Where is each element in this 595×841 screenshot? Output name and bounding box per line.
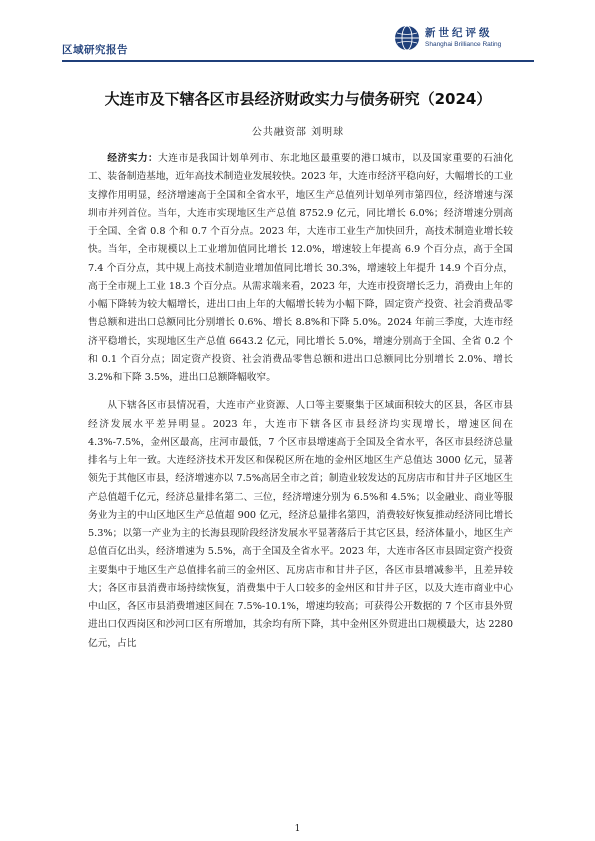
logo-chinese-text: 新世纪评级 [425,27,493,39]
brand-logo [394,24,534,54]
document-body [88,150,513,653]
paragraph-text: 大连市是我国计划单列市、东北地区最重要的港口城市，以及国家重要的石油化工、装备制造基地，近年高技术制造业发展较快。2023 年，大连市经济平稳向好，大幅增长的工业支撑作用明显，经济增速高于全国和全省水平，地区生产总值列计划单列市第四位，经济增速与深圳市并列首位。当年，大连市实现地区生产总值 8752.9 亿元，同比增长 6.0%；经济增速分别高于全国、全省 0.8 个和 0.7 个百分点。2023 年，大连市工业生产加快回升，高技术制造业增长较快。当年，全市规模以上工业增加值同比增长 12.0%，增速较上年提高 6.9 个百分点，高于全国 7.4 个百分点，其中规上高技术制造业增加值同比增长 30.3%，增速较上年提升 14.9 个百分点，高于全市规上工业 18.3 个百分点。从需求端来看，2023 年，大连市投资增长乏力，消费由上年的小幅下降转为较大幅增长，进出口由上年的大幅增长转为小幅下降，固定资产投资、社会消费品零售总额和进出口总额同比分别增长 0.6%、增长 8.8%和下降 5.0%。2024 年前三季度，大连市经济平稳增长，实现地区生产总值 6643.2 亿元，同比增长 5.0%，增速分别高于全国、全省 0.2 个和 0.1 个百分点；固定资产投资、社会消费品零售总额和进出口总额同比分别增长 2.0%、增长 3.2%和下降 3.5%，进出口总额降幅收窄。 [88,153,514,383]
authors-line: 公共融资部 刘明球 [251,127,345,138]
document-title: 大连市及下辖各区市县经济财政实力与债务研究（2024） [104,90,492,108]
paragraph-district-overview [88,397,513,653]
section-title: 区域研究报告 [62,44,128,56]
logo-english-text: Shanghai Brilliance Rating [425,41,502,48]
globe-logo-icon [394,25,420,51]
page-number: 1 [294,824,301,834]
paragraph-lead: 经济实力： [107,153,159,164]
paragraph-text: 从下辖各区市县情况看，大连市产业资源、人口等主要聚集于区域面积较大的区县，各区市县经济发展水平差异明显。2023 年，大连市下辖各区市县经济均实现增长，增速区间在 4.3%-7.5%，金州区最高，庄河市最低，7 个区市县增速高于全国及全省水平，各区市县经济总量排名与上年一致。大连经济技术开发区和保税区所在地的金州区地区生产总值达 3000 亿元，显著领先于其他区市县，经济增速亦以 7.5%高居全市之首；制造业较发达的瓦房店市和甘井子区地区生产总值超千亿元，经济总量排名第二、三位，经济增速分别为 6.5%和 4.5%；以金融业、商业等服务业为主的中山区地区生产总值超 900 亿元，经济总量排名第四，消费较好恢复推动经济同比增长 5.3%；以第一产业为主的长海县现阶段经济发展水平显著落后于其它区县，经济体量小，地区生产总值百亿出头，经济增速为 5.5%，高于全国及全省水平。2023 年，大连市各区市县固定资产投资主要集中于地区生产总值排名前三的金州区、瓦房店市和甘井子区，各区市县增减参半，且差异较大；各区市县消费市场持续恢复，消费集中于人口较多的金州区和甘井子区，以及大连市商业中心中山区，各区市县消费增速区间在 7.5%-10.1%，增速均较高；可获得公开数据的 7 个区市县外贸进出口仅西岗区和沙河口区有所增加，其余均有所下降，其中金州区外贸进出口规模最大，达 2280 亿元，占比 [88,400,513,649]
page-header [62,22,534,62]
paragraph-economic-strength [88,150,513,387]
